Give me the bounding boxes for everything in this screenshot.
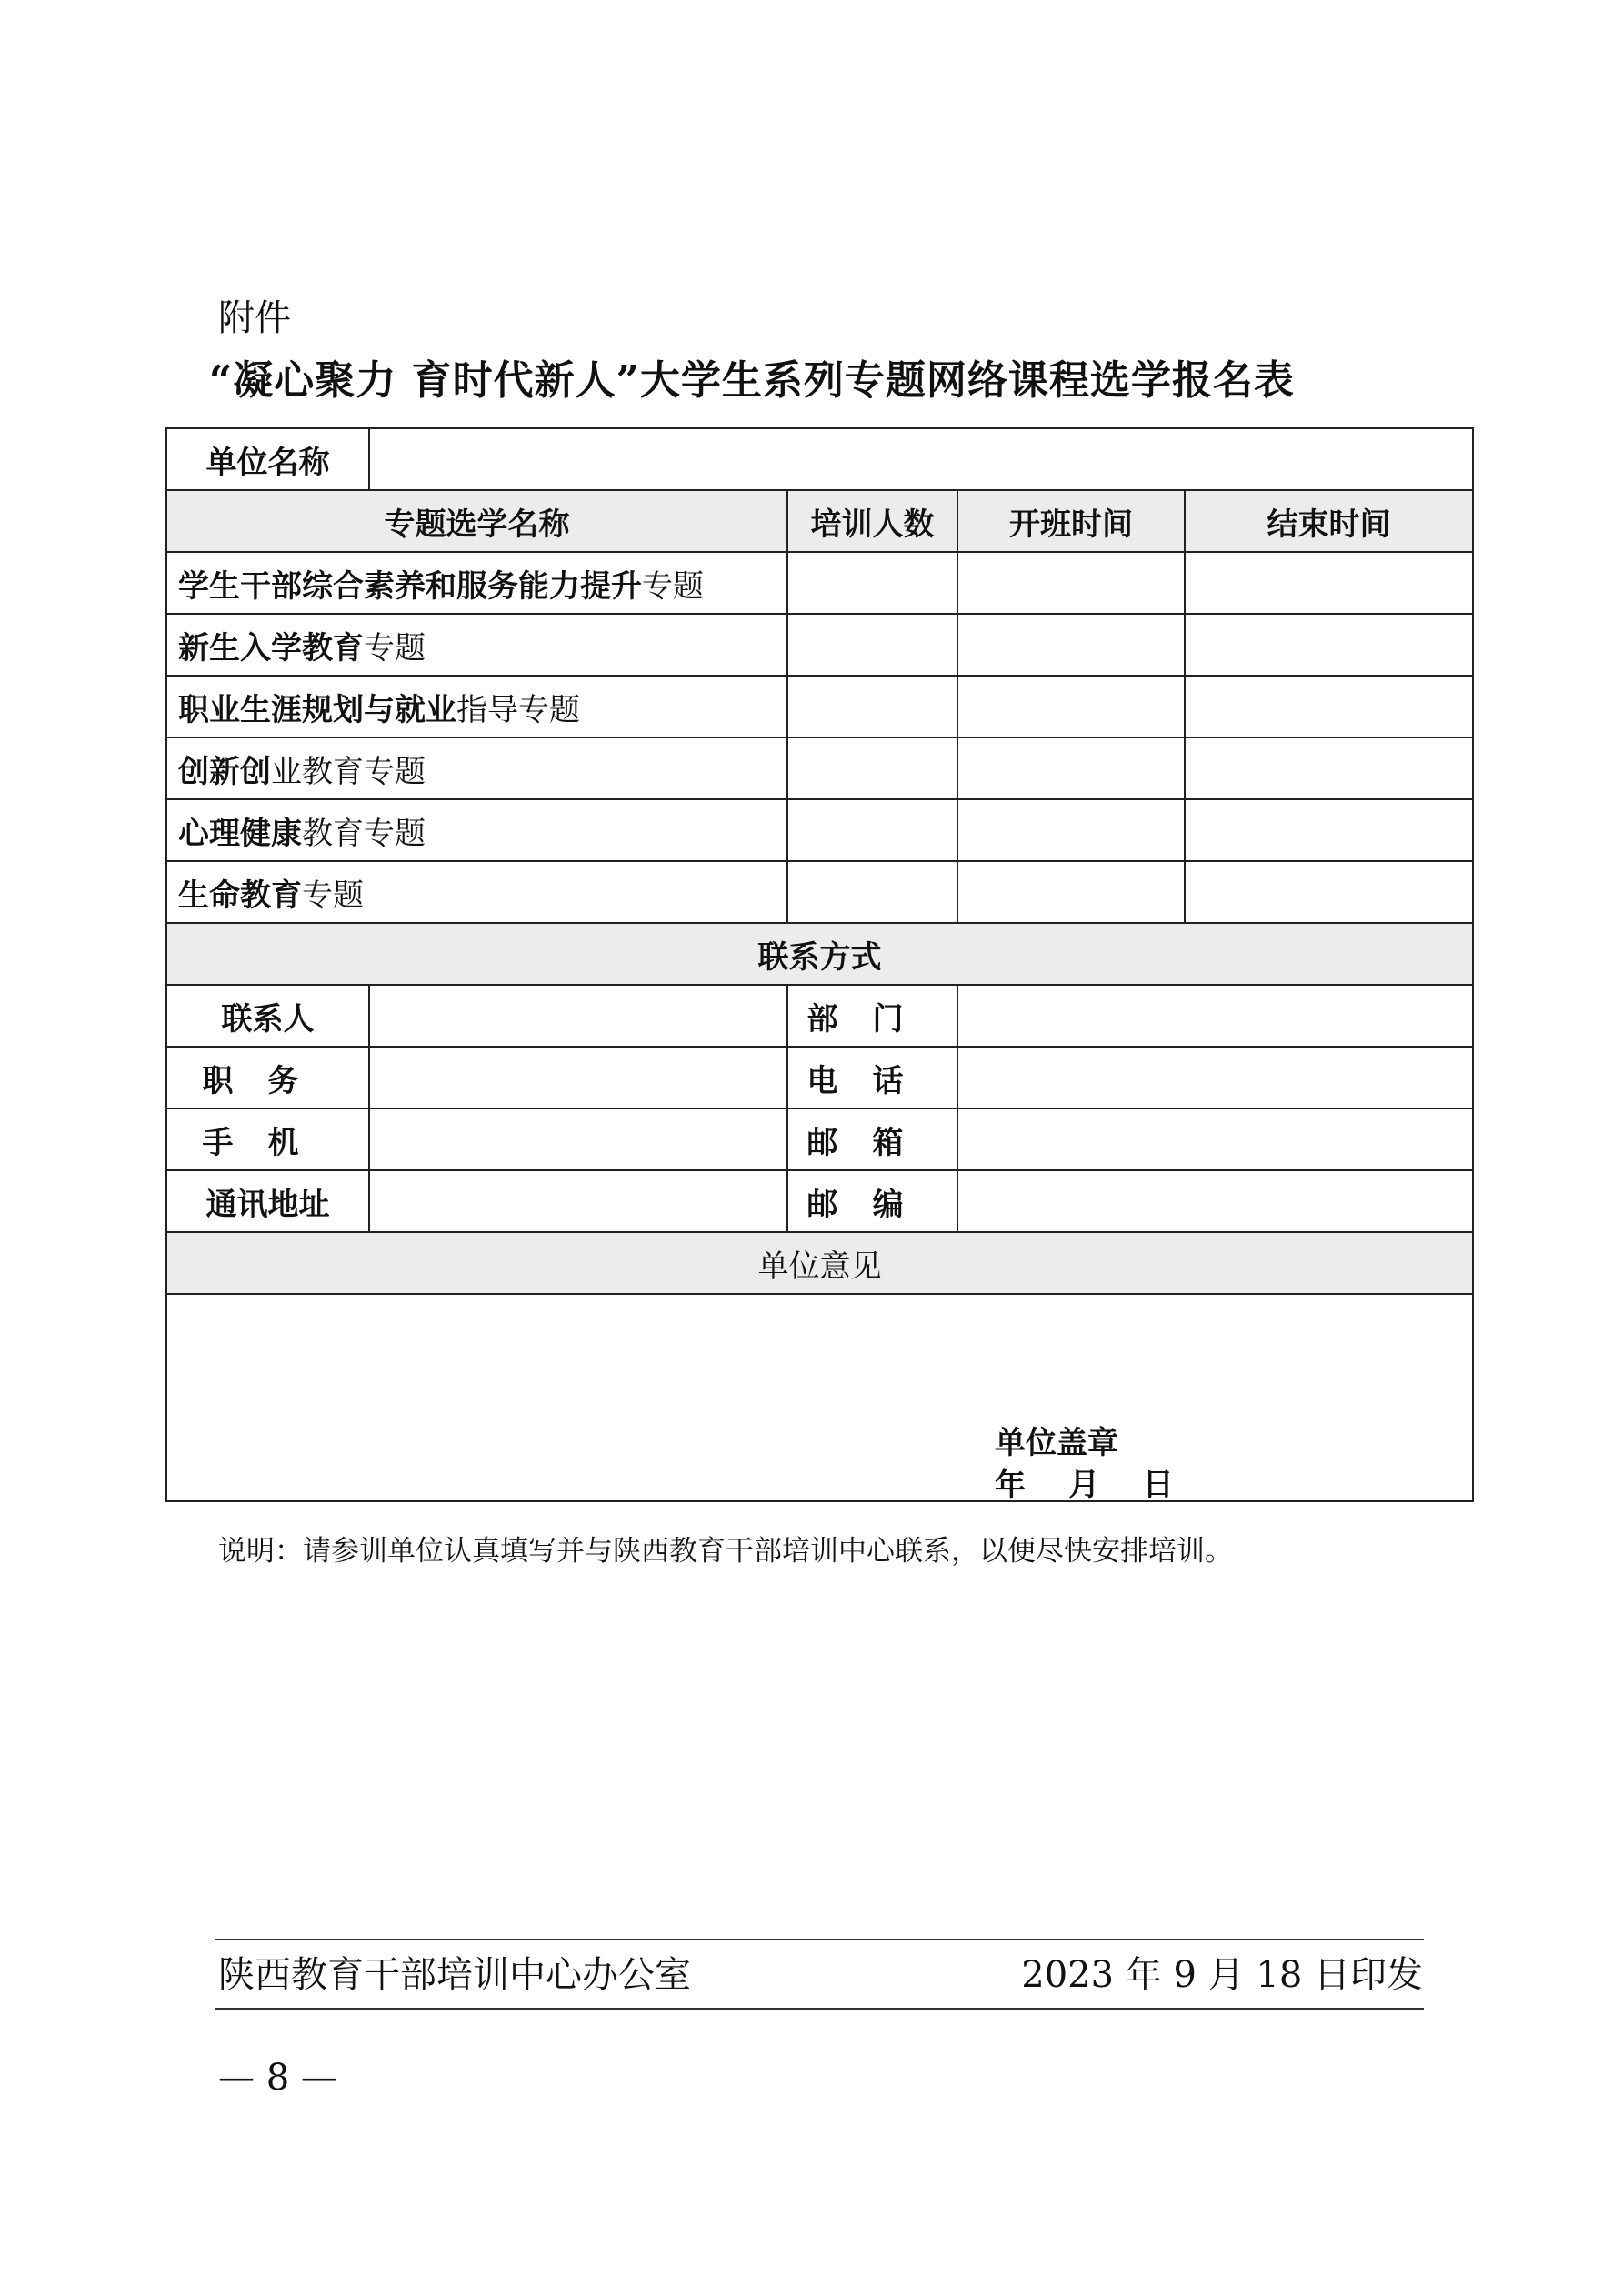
contact-person-field[interactable] <box>369 985 787 1047</box>
topic-name <box>166 614 787 676</box>
opinion-header-row <box>166 1232 1473 1294</box>
contact-row <box>166 1170 1473 1232</box>
start-field[interactable] <box>957 552 1185 614</box>
end-field[interactable] <box>1185 614 1473 676</box>
footer-issuer: 陕西教育干部培训中心办公室 <box>218 1954 691 1996</box>
topic-name-rest: 教育专题 <box>302 815 426 852</box>
topic-row <box>166 799 1473 861</box>
topic-name-bold: 心理健康 <box>178 815 302 852</box>
topic-name-bold: 生命教育 <box>178 877 302 914</box>
department-field[interactable] <box>957 985 1473 1047</box>
email-field[interactable] <box>957 1108 1473 1170</box>
col-topic-header: 专题选学名称 <box>166 490 787 552</box>
topic-name-bold: 职业生涯规划与就业 <box>178 691 456 728</box>
postcode-field[interactable] <box>957 1170 1473 1232</box>
col-end-header: 结束时间 <box>1185 490 1473 552</box>
form-note: 说明：请参训单位认真填写并与陕西教育干部培训中心联系，以便尽快安排培训。 <box>218 1535 1233 1568</box>
unit-name-label: 单位名称 <box>166 428 369 490</box>
trainees-field[interactable] <box>787 799 957 861</box>
end-field[interactable] <box>1185 676 1473 737</box>
form-title: “凝心聚力 育时代新人”大学生系列专题网络课程选学报名表 <box>209 357 1295 404</box>
address-field[interactable] <box>369 1170 787 1232</box>
topic-row <box>166 676 1473 737</box>
topic-row <box>166 552 1473 614</box>
email-label: 邮箱 <box>787 1108 957 1170</box>
end-field[interactable] <box>1185 737 1473 799</box>
topic-name-rest: 专题 <box>642 567 704 605</box>
trainees-field[interactable] <box>787 737 957 799</box>
topic-row <box>166 737 1473 799</box>
trainees-field[interactable] <box>787 614 957 676</box>
contact-header-row <box>166 923 1473 985</box>
contact-row <box>166 985 1473 1047</box>
address-label: 通讯地址 <box>166 1170 369 1232</box>
footer-top-rule <box>215 1939 1424 1940</box>
topic-name <box>166 676 787 737</box>
postcode-label: 邮编 <box>787 1170 957 1232</box>
footer-issue-date: 2023 年 9 月 18 日印发 <box>1021 1954 1423 1996</box>
trainees-field[interactable] <box>787 861 957 923</box>
start-field[interactable] <box>957 861 1185 923</box>
stamp-label: 单位盖章 <box>995 1425 1118 1461</box>
end-field[interactable] <box>1185 799 1473 861</box>
contact-row <box>166 1047 1473 1108</box>
contact-header: 联系方式 <box>166 923 1473 985</box>
topic-name <box>166 552 787 614</box>
topic-name-rest: 专题 <box>302 877 364 914</box>
opinion-header: 单位意见 <box>166 1232 1473 1294</box>
topic-name-bold: 学生干部综合素养和服务能力提升 <box>178 567 642 605</box>
start-field[interactable] <box>957 737 1185 799</box>
unit-name-field[interactable] <box>369 428 1473 490</box>
topic-name-bold: 创新创 <box>178 753 271 790</box>
topic-name <box>166 737 787 799</box>
topic-row <box>166 861 1473 923</box>
start-field[interactable] <box>957 799 1185 861</box>
end-field[interactable] <box>1185 861 1473 923</box>
start-field[interactable] <box>957 614 1185 676</box>
attachment-label: 附件 <box>218 297 291 339</box>
footer-bottom-rule <box>215 2008 1424 2010</box>
opinion-row <box>166 1294 1473 1501</box>
col-trainees-header: 培训人数 <box>787 490 957 552</box>
topic-name-rest: 指导专题 <box>456 691 580 728</box>
end-field[interactable] <box>1185 552 1473 614</box>
topic-row <box>166 614 1473 676</box>
position-label: 职务 <box>166 1047 369 1108</box>
unit-name-row <box>166 428 1473 490</box>
opinion-field[interactable] <box>166 1294 1473 1501</box>
phone-field[interactable] <box>957 1047 1473 1108</box>
topic-name <box>166 861 787 923</box>
stamp-block <box>995 1422 1174 1501</box>
topic-name-rest: 专题 <box>364 629 426 667</box>
topic-name <box>166 799 787 861</box>
contact-person-label: 联系人 <box>166 985 369 1047</box>
contact-row <box>166 1108 1473 1170</box>
start-field[interactable] <box>957 676 1185 737</box>
date-line: 年 月 日 <box>995 1467 1174 1501</box>
topic-name-rest: 业教育专题 <box>271 753 426 790</box>
col-start-header: 开班时间 <box>957 490 1185 552</box>
mobile-label: 手机 <box>166 1108 369 1170</box>
topic-header-row <box>166 490 1473 552</box>
department-label: 部门 <box>787 985 957 1047</box>
phone-label: 电话 <box>787 1047 957 1108</box>
mobile-field[interactable] <box>369 1108 787 1170</box>
trainees-field[interactable] <box>787 552 957 614</box>
registration-form <box>165 427 1474 1502</box>
topic-name-bold: 新生入学教育 <box>178 629 364 667</box>
page-number: — 8 — <box>218 2057 337 2099</box>
position-field[interactable] <box>369 1047 787 1108</box>
trainees-field[interactable] <box>787 676 957 737</box>
